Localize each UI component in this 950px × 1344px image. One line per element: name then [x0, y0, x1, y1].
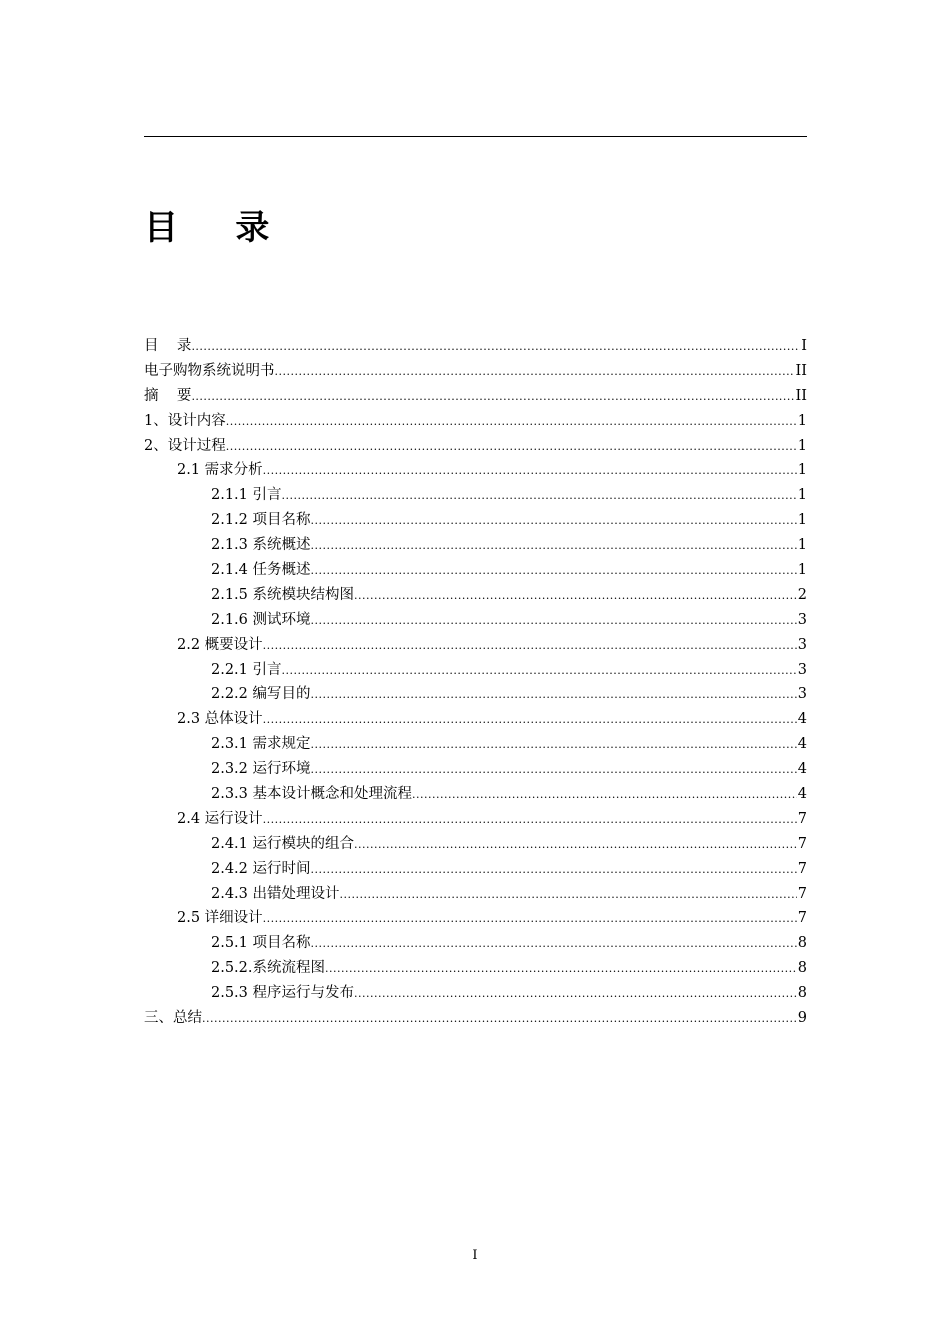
toc-entry-label: 2.2.1 引言: [211, 661, 282, 678]
toc-dot-leader: [340, 883, 797, 908]
toc-entry-label: 2.2.2 编写目的: [211, 686, 311, 703]
toc-entry[interactable]: [144, 906, 807, 931]
toc-dot-leader: [354, 833, 797, 858]
toc-page-number: II: [795, 387, 807, 404]
toc-entry-label: 2.1.1 引言: [211, 487, 282, 504]
toc-entry[interactable]: [144, 682, 807, 707]
toc-entry-label: 2.5.1 项目名称: [211, 935, 311, 952]
toc-page-number: 4: [797, 736, 807, 753]
toc-entry-label: 2.4.2 运行时间: [211, 860, 311, 877]
toc-dot-leader: [275, 360, 795, 385]
toc-page-number: 4: [797, 761, 807, 778]
toc-page-number: 9: [797, 1010, 807, 1027]
toc-page-number: 8: [797, 985, 807, 1002]
toc-entry[interactable]: [144, 483, 807, 508]
toc-entry[interactable]: [144, 981, 807, 1006]
toc-entry[interactable]: [144, 359, 807, 384]
toc-entry[interactable]: [144, 857, 807, 882]
toc-entry[interactable]: [144, 707, 807, 732]
toc-page-number: 7: [797, 835, 807, 852]
toc-entry[interactable]: [144, 956, 807, 981]
toc-entry[interactable]: [144, 533, 807, 558]
toc-dot-leader: [263, 907, 797, 932]
toc-dot-leader: [263, 708, 797, 733]
toc-entry-label: 2.5.2.系统流程图: [211, 960, 326, 977]
toc-entry-label: 2.5.3 程序运行与发布: [211, 985, 355, 1002]
toc-entry[interactable]: [144, 732, 807, 757]
page-title: 目 录: [144, 208, 272, 248]
toc-dot-leader: [311, 559, 797, 584]
toc-page-number: 3: [797, 636, 807, 653]
toc-entry[interactable]: [144, 882, 807, 907]
toc-entry-label: 2.1.4 任务概述: [211, 562, 311, 579]
toc-entry[interactable]: [144, 832, 807, 857]
toc-entry-label: 三、总结: [144, 1010, 202, 1027]
toc-entry-label: 2.3.2 运行环境: [211, 761, 311, 778]
toc-entry[interactable]: [144, 658, 807, 683]
toc-entry-label: 2.1.2 项目名称: [211, 512, 311, 529]
toc-dot-leader: [354, 982, 797, 1007]
toc-dot-leader: [311, 534, 797, 559]
toc-entry-label: 2.3.3 基本设计概念和处理流程: [211, 786, 413, 803]
toc-entry[interactable]: [144, 1006, 807, 1031]
table-of-contents: [144, 334, 807, 1031]
toc-entry[interactable]: [144, 633, 807, 658]
toc-entry-label: 2.1 需求分析: [177, 462, 263, 479]
toc-entry-label: 1、设计内容: [144, 412, 226, 429]
toc-entry-label: 2.3 总体设计: [177, 711, 263, 728]
toc-page-number: 3: [797, 661, 807, 678]
toc-page-number: I: [801, 338, 807, 354]
toc-dot-leader: [311, 609, 797, 634]
toc-entry[interactable]: [144, 409, 807, 434]
toc-page-number: 7: [797, 810, 807, 827]
toc-page-number: 7: [797, 910, 807, 927]
toc-dot-leader: [263, 808, 797, 833]
header-rule: [144, 136, 807, 137]
toc-dot-leader: [226, 435, 797, 460]
toc-entry[interactable]: [144, 782, 807, 807]
toc-entry[interactable]: [144, 931, 807, 956]
toc-entry[interactable]: [144, 583, 807, 608]
toc-dot-leader: [325, 957, 797, 982]
toc-entry[interactable]: [144, 807, 807, 832]
toc-entry-label: 2.1.5 系统模块结构图: [211, 586, 355, 603]
toc-dot-leader: [311, 932, 797, 957]
toc-page-number: 1: [797, 562, 807, 579]
toc-entry[interactable]: [144, 334, 807, 359]
toc-entry-label: 电子购物系统说明书: [144, 362, 275, 379]
toc-page-number: 8: [797, 935, 807, 952]
toc-page-number: 1: [797, 537, 807, 554]
toc-dot-leader: [226, 410, 797, 435]
toc-dot-leader: [311, 758, 797, 783]
toc-entry[interactable]: [144, 458, 807, 483]
toc-dot-leader: [311, 509, 797, 534]
toc-entry-label: 2.1.3 系统概述: [211, 537, 311, 554]
toc-page-number: 1: [797, 412, 807, 429]
toc-page-number: 8: [797, 960, 807, 977]
toc-entry-label: 2.4.1 运行模块的组合: [211, 835, 355, 852]
toc-page-number: II: [795, 362, 807, 379]
toc-entry-label: 2.3.1 需求规定: [211, 736, 311, 753]
toc-page-number: 1: [797, 462, 807, 479]
toc-dot-leader: [191, 335, 800, 360]
toc-dot-leader: [263, 459, 797, 484]
toc-entry-label: 2.4.3 出错处理设计: [211, 885, 340, 902]
toc-entry-label: 2、设计过程: [144, 437, 226, 454]
toc-entry-label: 摘 要: [144, 387, 192, 404]
toc-entry-label: 2.4 运行设计: [177, 810, 263, 827]
toc-entry[interactable]: [144, 508, 807, 533]
toc-dot-leader: [202, 1007, 797, 1032]
toc-entry[interactable]: [144, 384, 807, 409]
toc-page-number: 7: [797, 885, 807, 902]
toc-entry-label: 2.1.6 测试环境: [211, 611, 311, 628]
toc-entry[interactable]: [144, 608, 807, 633]
toc-dot-leader: [311, 858, 797, 883]
toc-page-number: 4: [797, 786, 807, 803]
toc-dot-leader: [311, 733, 797, 758]
toc-dot-leader: [191, 385, 794, 410]
toc-page-number: 1: [797, 437, 807, 454]
toc-dot-leader: [263, 634, 797, 659]
toc-dot-leader: [412, 783, 797, 808]
toc-page-number: 1: [797, 487, 807, 504]
toc-page-number: 7: [797, 860, 807, 877]
toc-entry-label: 2.5 详细设计: [177, 910, 263, 927]
toc-dot-leader: [354, 584, 797, 609]
toc-dot-leader: [282, 659, 797, 684]
toc-entry-label: 目 录: [144, 338, 192, 354]
toc-dot-leader: [311, 683, 797, 708]
toc-page-number: 3: [797, 686, 807, 703]
toc-entry[interactable]: [144, 558, 807, 583]
toc-page-number: 4: [797, 711, 807, 728]
toc-entry-label: 2.2 概要设计: [177, 636, 263, 653]
toc-page-number: 3: [797, 611, 807, 628]
toc-entry[interactable]: [144, 757, 807, 782]
footer-page-number: I: [472, 1248, 478, 1263]
toc-page-number: 1: [797, 512, 807, 529]
toc-dot-leader: [282, 484, 797, 509]
toc-entry[interactable]: [144, 434, 807, 459]
toc-page-number: 2: [797, 586, 807, 603]
